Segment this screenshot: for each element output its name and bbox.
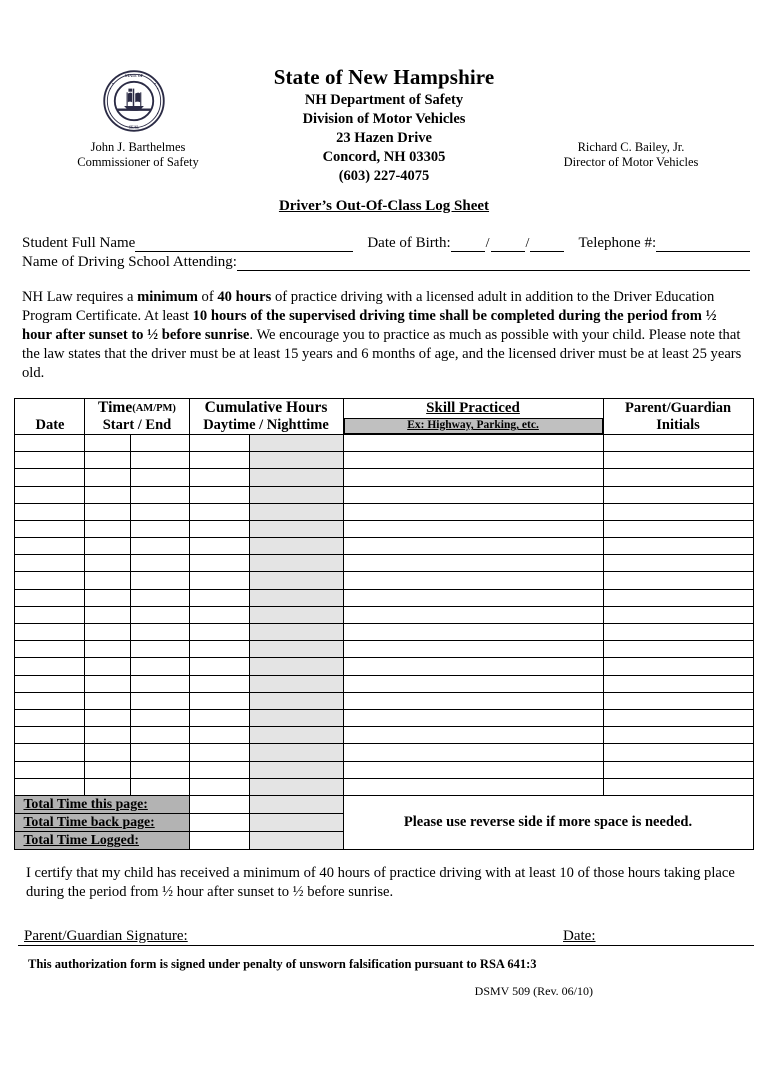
daytime-hours-cell[interactable] (189, 538, 249, 555)
date-cell[interactable] (15, 778, 85, 795)
parent-initials-cell[interactable] (603, 486, 753, 503)
skill-practiced-cell[interactable] (343, 589, 603, 606)
total-time-this-page-label: Total Time this page: (15, 795, 189, 813)
column-header-time (85, 398, 189, 434)
svg-text:STATE OF: STATE OF (124, 73, 144, 78)
parent-initials-cell[interactable] (603, 675, 753, 692)
nighttime-hours-cell[interactable] (249, 589, 343, 606)
parent-initials-cell[interactable] (603, 761, 753, 778)
skill-practiced-cell[interactable] (343, 520, 603, 537)
commissioner-title: Commissioner of Safety (77, 155, 199, 170)
end-time-cell[interactable] (131, 520, 189, 537)
intro-bold-40-hours: 40 hours (217, 289, 272, 305)
nighttime-hours-cell[interactable] (249, 434, 343, 451)
skill-practiced-cell[interactable] (343, 606, 603, 623)
skill-practiced-cell[interactable] (343, 692, 603, 709)
table-row (15, 692, 753, 709)
parent-initials-cell[interactable] (603, 624, 753, 641)
nighttime-hours-cell[interactable] (249, 761, 343, 778)
daytime-hours-cell[interactable] (189, 434, 249, 451)
student-name-input[interactable] (135, 237, 353, 252)
intro-bold-10-hours: 10 hours of the supervised driving time shall be completed during the period from ½ hour after sunset to ½ before sunrise (22, 308, 717, 344)
column-header-date (15, 398, 85, 434)
telephone-label: Telephone #: (578, 235, 657, 251)
skill-practiced-cell[interactable] (343, 709, 603, 726)
table-row (15, 486, 753, 503)
skill-practiced-cell[interactable] (343, 778, 603, 795)
date-cell[interactable] (15, 727, 85, 744)
phone-line: (603) 227-4075 (338, 168, 430, 185)
nighttime-hours-cell[interactable] (249, 675, 343, 692)
commissioner-block (38, 140, 238, 171)
nighttime-hours-cell[interactable] (249, 503, 343, 520)
daytime-hours-cell[interactable] (189, 572, 249, 589)
nighttime-hours-cell[interactable] (249, 709, 343, 726)
parent-guardian-signature-label: Parent/Guardian Signature: (24, 927, 188, 944)
director-title: Director of Motor Vehicles (563, 155, 699, 170)
start-time-cell[interactable] (85, 434, 131, 451)
daytime-hours-cell[interactable] (189, 658, 249, 675)
end-time-cell[interactable] (131, 658, 189, 675)
daytime-hours-cell[interactable] (189, 589, 249, 606)
daytime-hours-cell[interactable] (189, 503, 249, 520)
start-time-cell[interactable] (85, 538, 131, 555)
date-cell[interactable] (15, 641, 85, 658)
skill-practiced-cell[interactable] (343, 744, 603, 761)
log-entry-rows (15, 434, 753, 795)
daytime-hours-cell[interactable] (189, 606, 249, 623)
parent-initials-cell[interactable] (603, 572, 753, 589)
end-time-cell[interactable] (131, 555, 189, 572)
student-info-row-1 (22, 235, 750, 252)
start-time-cell[interactable] (85, 486, 131, 503)
skill-practiced-cell[interactable] (343, 641, 603, 658)
document-page (0, 62, 768, 1086)
skill-practiced-cell[interactable] (343, 727, 603, 744)
parent-initials-cell[interactable] (603, 520, 753, 537)
start-time-cell[interactable] (85, 469, 131, 486)
table-row (15, 778, 753, 795)
reverse-side-note: Please use reverse side if more space is needed. (343, 795, 753, 849)
date-cell[interactable] (15, 744, 85, 761)
date-cell[interactable] (15, 658, 85, 675)
law-requirements-paragraph (22, 288, 748, 384)
end-time-cell[interactable] (131, 641, 189, 658)
date-cell[interactable] (15, 555, 85, 572)
daytime-hours-cell[interactable] (189, 761, 249, 778)
start-time-cell[interactable] (85, 520, 131, 537)
daytime-hours-cell[interactable] (189, 520, 249, 537)
date-cell[interactable] (15, 675, 85, 692)
student-info-fields (22, 235, 750, 271)
start-time-cell[interactable] (85, 606, 131, 623)
table-row (15, 434, 753, 451)
skill-practiced-cell[interactable] (343, 434, 603, 451)
nighttime-hours-cell[interactable] (249, 572, 343, 589)
daytime-hours-cell[interactable] (189, 624, 249, 641)
table-header-row (15, 398, 753, 434)
skill-practiced-cell[interactable] (343, 538, 603, 555)
daytime-hours-cell[interactable] (189, 486, 249, 503)
start-time-cell[interactable] (85, 503, 131, 520)
end-time-cell[interactable] (131, 727, 189, 744)
date-cell[interactable] (15, 503, 85, 520)
parent-initials-cell[interactable] (603, 589, 753, 606)
end-time-cell[interactable] (131, 744, 189, 761)
end-time-cell[interactable] (131, 486, 189, 503)
start-time-cell[interactable] (85, 589, 131, 606)
parent-initials-cell[interactable] (603, 709, 753, 726)
column-header-start-end: Start / End (102, 416, 172, 433)
certification-paragraph: I certify that my child has received a minimum of 40 hours of practice driving with at least 10 of those hours taking place during the period from ½ hour after sunset to ½ before sunrise. (26, 864, 735, 901)
skill-practiced-cell[interactable] (343, 555, 603, 572)
dob-year-input[interactable] (530, 237, 564, 252)
parent-initials-cell[interactable] (603, 658, 753, 675)
daytime-hours-cell[interactable] (189, 469, 249, 486)
table-row (15, 709, 753, 726)
date-cell[interactable] (15, 692, 85, 709)
date-cell[interactable] (15, 452, 85, 469)
student-info-row-2 (22, 254, 750, 271)
total-time-back-page-label: Total Time back page: (15, 813, 189, 831)
table-row (15, 503, 753, 520)
parent-initials-cell[interactable] (603, 555, 753, 572)
table-row (15, 469, 753, 486)
parent-initials-cell[interactable] (603, 727, 753, 744)
column-header-initials-line1: Parent/Guardian (624, 399, 732, 416)
parent-initials-cell[interactable] (603, 503, 753, 520)
director-block (516, 140, 746, 171)
signature-date-label: Date: (563, 927, 596, 944)
date-cell[interactable] (15, 520, 85, 537)
table-row (15, 520, 753, 537)
date-cell[interactable] (15, 538, 85, 555)
date-cell[interactable] (15, 761, 85, 778)
nighttime-hours-cell[interactable] (249, 486, 343, 503)
skill-practiced-cell[interactable] (343, 503, 603, 520)
nighttime-hours-cell[interactable] (249, 606, 343, 623)
daytime-hours-cell[interactable] (189, 709, 249, 726)
column-header-skill-example: Ex: Highway, Parking, etc. (344, 418, 603, 434)
table-row (15, 606, 753, 623)
nighttime-hours-cell[interactable] (249, 641, 343, 658)
table-row (15, 452, 753, 469)
skill-practiced-cell[interactable] (343, 452, 603, 469)
city-state-zip-line: Concord, NH 03305 (322, 149, 446, 166)
parent-initials-cell[interactable] (603, 538, 753, 555)
column-header-skill-label: Skill Practiced (426, 399, 520, 416)
daytime-hours-cell[interactable] (189, 641, 249, 658)
skill-practiced-cell[interactable] (343, 658, 603, 675)
start-time-cell[interactable] (85, 624, 131, 641)
start-time-cell[interactable] (85, 452, 131, 469)
table-row (15, 624, 753, 641)
table-row (15, 572, 753, 589)
dob-slash-1: / (485, 236, 490, 251)
total-logged-nighttime-cell[interactable] (249, 831, 343, 849)
total-back-page-daytime-cell[interactable] (189, 813, 249, 831)
table-row (15, 641, 753, 658)
start-time-cell[interactable] (85, 641, 131, 658)
date-cell[interactable] (15, 589, 85, 606)
document-header (0, 62, 768, 184)
table-row (15, 555, 753, 572)
driving-school-input[interactable] (237, 256, 750, 271)
daytime-hours-cell[interactable] (189, 675, 249, 692)
parent-initials-cell[interactable] (603, 692, 753, 709)
date-cell[interactable] (15, 709, 85, 726)
end-time-cell[interactable] (131, 589, 189, 606)
director-name: Richard C. Bailey, Jr. (577, 140, 685, 154)
nighttime-hours-cell[interactable] (249, 469, 343, 486)
nighttime-hours-cell[interactable] (249, 692, 343, 709)
nighttime-hours-cell[interactable] (249, 727, 343, 744)
column-header-daytime-nighttime: Daytime / Nighttime (203, 416, 329, 433)
intro-part-3: of practice driving with a licensed adult in addition to the Driver Education Program Certificate. At least (22, 289, 715, 325)
skill-practiced-cell[interactable] (343, 572, 603, 589)
parent-initials-cell[interactable] (603, 744, 753, 761)
start-time-cell[interactable] (85, 778, 131, 795)
total-this-page-daytime-cell[interactable] (189, 795, 249, 813)
total-back-page-nighttime-cell[interactable] (249, 813, 343, 831)
telephone-input[interactable] (656, 237, 750, 252)
daytime-hours-cell[interactable] (189, 452, 249, 469)
start-time-cell[interactable] (85, 692, 131, 709)
page-title: Driver’s Out-Of-Class Log Sheet (278, 198, 490, 214)
table-row (15, 744, 753, 761)
end-time-cell[interactable] (131, 469, 189, 486)
column-header-time-label: Time (98, 398, 133, 416)
nighttime-hours-cell[interactable] (249, 778, 343, 795)
table-row (15, 658, 753, 675)
skill-practiced-cell[interactable] (343, 624, 603, 641)
column-header-time-ampm: (AM/PM) (132, 402, 176, 414)
end-time-cell[interactable] (131, 452, 189, 469)
nighttime-hours-cell[interactable] (249, 538, 343, 555)
division-line: Division of Motor Vehicles (302, 111, 466, 127)
dob-month-input[interactable] (451, 237, 485, 252)
log-totals-section (15, 795, 753, 849)
total-time-logged-label: Total Time Logged: (15, 831, 189, 849)
intro-part-1: NH Law requires a (22, 289, 138, 305)
nighttime-hours-cell[interactable] (249, 555, 343, 572)
start-time-cell[interactable] (85, 658, 131, 675)
parent-initials-cell[interactable] (603, 452, 753, 469)
nighttime-hours-cell[interactable] (249, 624, 343, 641)
daytime-hours-cell[interactable] (189, 744, 249, 761)
table-row (15, 675, 753, 692)
driving-school-label: Name of Driving School Attending: (22, 254, 237, 270)
end-time-cell[interactable] (131, 675, 189, 692)
nighttime-hours-cell[interactable] (249, 520, 343, 537)
commissioner-name: John J. Barthelmes (90, 140, 186, 154)
column-header-cumulative-hours (189, 398, 343, 434)
start-time-cell[interactable] (85, 572, 131, 589)
column-header-cumulative-label: Cumulative Hours (204, 398, 328, 416)
skill-practiced-cell[interactable] (343, 761, 603, 778)
end-time-cell[interactable] (131, 503, 189, 520)
student-name-label: Student Full Name (22, 235, 136, 251)
table-row (15, 538, 753, 555)
department-line: NH Department of Safety (304, 91, 464, 108)
column-header-date-label: Date (35, 416, 65, 433)
end-time-cell[interactable] (131, 538, 189, 555)
start-time-cell[interactable] (85, 727, 131, 744)
dob-day-input[interactable] (491, 237, 525, 252)
parent-initials-cell[interactable] (603, 606, 753, 623)
parent-initials-cell[interactable] (603, 641, 753, 658)
skill-practiced-cell[interactable] (343, 469, 603, 486)
start-time-cell[interactable] (85, 555, 131, 572)
state-title: State of New Hampshire (273, 65, 495, 89)
date-cell[interactable] (15, 572, 85, 589)
date-cell[interactable] (15, 624, 85, 641)
end-time-cell[interactable] (131, 606, 189, 623)
table-row (15, 761, 753, 778)
column-header-skill-practiced (343, 398, 603, 434)
total-row-this-page (15, 795, 753, 813)
start-time-cell[interactable] (85, 744, 131, 761)
start-time-cell[interactable] (85, 709, 131, 726)
signature-line-row (18, 925, 754, 946)
skill-practiced-cell[interactable] (343, 675, 603, 692)
end-time-cell[interactable] (131, 778, 189, 795)
nighttime-hours-cell[interactable] (249, 658, 343, 675)
daytime-hours-cell[interactable] (189, 692, 249, 709)
street-address-line: 23 Hazen Drive (336, 130, 432, 147)
intro-bold-minimum: minimum (137, 289, 198, 305)
start-time-cell[interactable] (85, 761, 131, 778)
table-row (15, 589, 753, 606)
column-header-parent-initials (603, 398, 753, 434)
nighttime-hours-cell[interactable] (249, 452, 343, 469)
nighttime-hours-cell[interactable] (249, 744, 343, 761)
parent-initials-cell[interactable] (603, 778, 753, 795)
driving-log-table (14, 398, 753, 850)
intro-part-2: of (197, 289, 218, 305)
daytime-hours-cell[interactable] (189, 555, 249, 572)
form-number: DSMV 509 (Rev. 06/10) (474, 983, 593, 998)
start-time-cell[interactable] (85, 675, 131, 692)
end-time-cell[interactable] (131, 434, 189, 451)
penalty-statement: This authorization form is signed under penalty of unsworn falsification pursuant to RSA 641:3 (28, 956, 537, 971)
date-cell[interactable] (15, 606, 85, 623)
date-cell[interactable] (15, 469, 85, 486)
dob-label: Date of Birth: (367, 235, 451, 251)
end-time-cell[interactable] (131, 624, 189, 641)
parent-initials-cell[interactable] (603, 434, 753, 451)
end-time-cell[interactable] (131, 709, 189, 726)
intro-part-4: . We encourage you to practice as much as possible with your child. Please note that the law states that the driver must be at least 15 years and 6 months of age, and the licensed driver must be at least 25 years old. (22, 327, 742, 382)
date-cell[interactable] (15, 486, 85, 503)
total-logged-daytime-cell[interactable] (189, 831, 249, 849)
column-header-initials-line2: Initials (656, 416, 700, 433)
total-this-page-nighttime-cell[interactable] (249, 795, 343, 813)
skill-practiced-cell[interactable] (343, 486, 603, 503)
daytime-hours-cell[interactable] (189, 778, 249, 795)
table-row (15, 727, 753, 744)
daytime-hours-cell[interactable] (189, 727, 249, 744)
end-time-cell[interactable] (131, 692, 189, 709)
end-time-cell[interactable] (131, 572, 189, 589)
svg-text:SEAL: SEAL (128, 125, 140, 130)
dob-slash-2: / (525, 236, 530, 251)
date-cell[interactable] (15, 434, 85, 451)
end-time-cell[interactable] (131, 761, 189, 778)
parent-initials-cell[interactable] (603, 469, 753, 486)
